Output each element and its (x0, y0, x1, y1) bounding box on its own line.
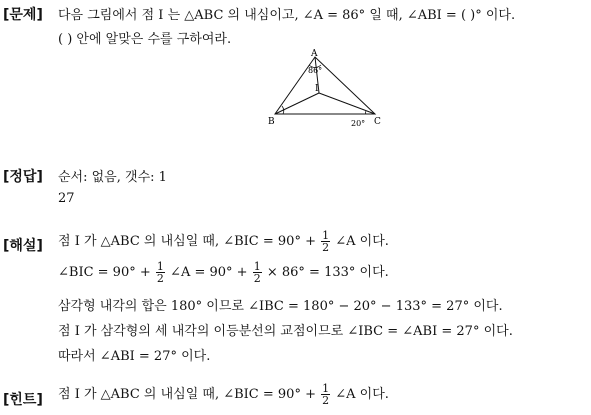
fraction-half (156, 261, 165, 284)
hint-line1 (58, 383, 389, 406)
fraction-numerator: 1 (156, 260, 164, 273)
bisector-c (319, 93, 375, 114)
solution-line2-c: × 86° = 133° 이다. (266, 265, 389, 280)
answer-tag: [정답] (3, 169, 43, 185)
hint-line1-a: 점 I 가 △ABC 의 내심일 때, ∠BIC = 90° + (58, 387, 316, 402)
problem-tag: [문제] (3, 7, 43, 23)
bisector-b (275, 93, 319, 114)
answer-meta: 순서: 없음, 갯수: 1 (58, 170, 167, 185)
triangle-abc (275, 57, 375, 114)
answer-value: 27 (58, 191, 75, 206)
solution-line5: 따라서 ∠ABI = 27° 이다. (58, 349, 211, 364)
fraction-denominator: 2 (322, 394, 330, 407)
solution-tag: [해설] (3, 238, 43, 254)
solution-line2-a: ∠BIC = 90° + (58, 265, 151, 280)
fraction-denominator: 2 (253, 272, 261, 285)
hint-tag: [힌트] (3, 392, 43, 408)
solution-line3: 삼각형 내각의 합은 180° 이므로 ∠IBC = 180° − 20° − 133° = 27° 이다. (58, 299, 503, 314)
fraction-denominator: 2 (322, 241, 330, 254)
label-b: B (268, 117, 275, 127)
triangle-figure (265, 48, 385, 130)
fraction-numerator: 1 (322, 382, 330, 395)
label-i: I (315, 84, 319, 94)
fraction-numerator: 1 (253, 260, 261, 273)
fraction-numerator: 1 (322, 229, 330, 242)
angle-arc-c (366, 111, 367, 114)
problem-text-line2: ( ) 안에 알맞은 수를 구하여라. (58, 32, 232, 47)
fraction-half (321, 383, 330, 406)
solution-line1 (58, 230, 389, 253)
solution-line2 (58, 261, 389, 284)
solution-line2-b: ∠A = 90° + (170, 265, 248, 280)
angle-a-value: 86° (308, 66, 323, 75)
problem-text-line1: 다음 그림에서 점 I 는 △ABC 의 내심이고, ∠A = 86° 일 때, ∠ABI = ( )° 이다. (58, 8, 516, 23)
hint-line1-b: ∠A 이다. (335, 387, 389, 402)
solution-line1-a: 점 I 가 △ABC 의 내심일 때, ∠BIC = 90° + (58, 234, 316, 249)
fraction-half (253, 261, 262, 284)
angle-c-value: 20° (351, 119, 366, 128)
label-a: A (311, 49, 318, 59)
solution-line1-b: ∠A 이다. (335, 234, 389, 249)
solution-line4: 점 I 가 삼각형의 세 내각의 이등분선의 교점이므로 ∠IBC = ∠ABI = 27° 이다. (58, 324, 513, 339)
label-c: C (374, 117, 381, 127)
fraction-half (321, 230, 330, 253)
fraction-denominator: 2 (156, 272, 164, 285)
